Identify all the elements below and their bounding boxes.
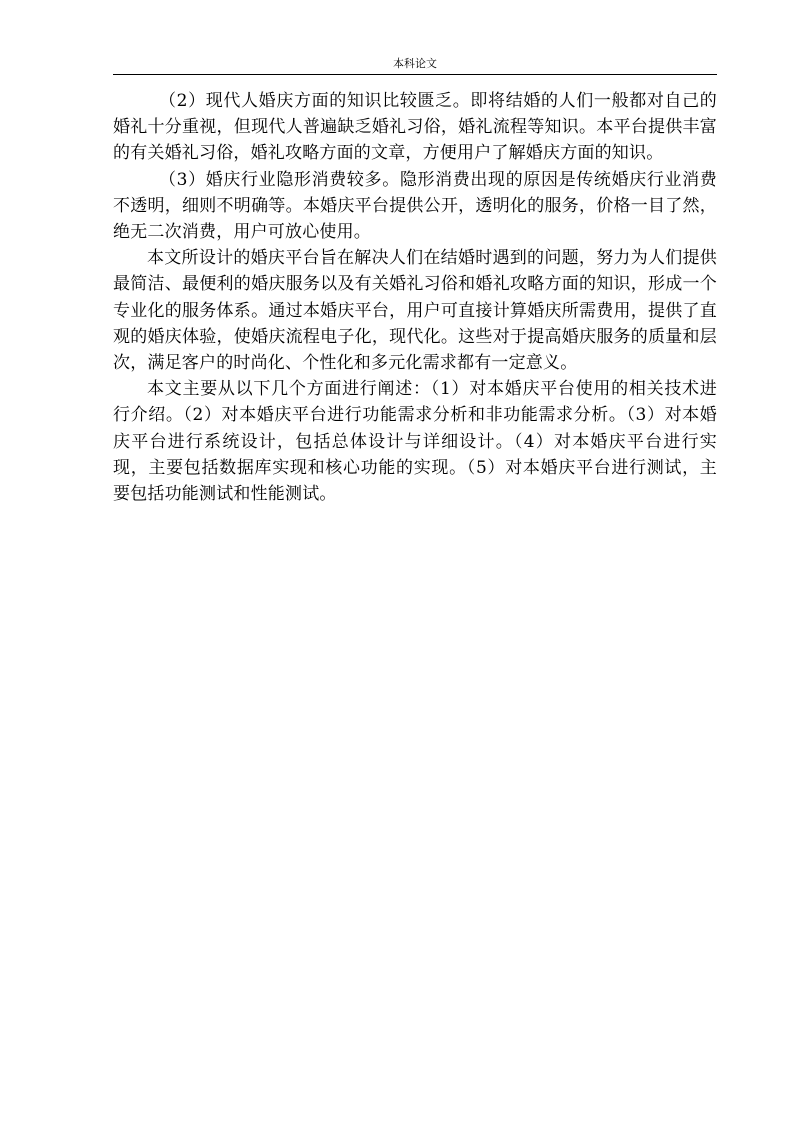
paragraph-knowledge-lack: （2）现代人婚庆方面的知识比较匮乏。即将结婚的人们一般都对自己的婚礼十分重视，但现代人普遍缺乏婚礼习俗，婚礼流程等知识。本平台提供丰富的有关婚礼习俗，婚礼攻略方面的文章，方便用户了解婚庆方面的知识。	[113, 91, 717, 164]
header-title: 本科论文	[393, 57, 437, 70]
paragraph-hidden-costs: （3）婚庆行业隐形消费较多。隐形消费出现的原因是传统婚庆行业消费不透明，细则不明确等。本婚庆平台提供公开，透明化的服务，价格一目了然，绝无二次消费，用户可放心使用。	[113, 169, 717, 243]
paragraph-thesis-outline: 本文主要从以下几个方面进行阐述：（1）对本婚庆平台使用的相关技术进行介绍。（2）对本婚庆平台进行功能需求分析和非功能需求分析。（3）对本婚庆平台进行系统设计，包括总体设计与详细设计。（4）对本婚庆平台进行实现，主要包括数据库实现和核心功能的实现。（5）对本婚庆平台进行测试，主要包括功能测试和性能测试。	[113, 379, 717, 505]
body-text	[113, 88, 717, 507]
paragraph-platform-purpose: 本文所设计的婚庆平台旨在解决人们在结婚时遇到的问题，努力为人们提供最简洁、最便利的婚庆服务以及有关婚礼习俗和婚礼攻略方面的知识，形成一个专业化的服务体系。通过本婚庆平台，用户可直接计算婚庆所需费用，提供了直观的婚庆体验，使婚庆流程电子化，现代化。这些对于提高婚庆服务的质量和层次，满足客户的时尚化、个性化和多元化需求都有一定意义。	[113, 248, 717, 374]
page-header	[113, 52, 717, 75]
